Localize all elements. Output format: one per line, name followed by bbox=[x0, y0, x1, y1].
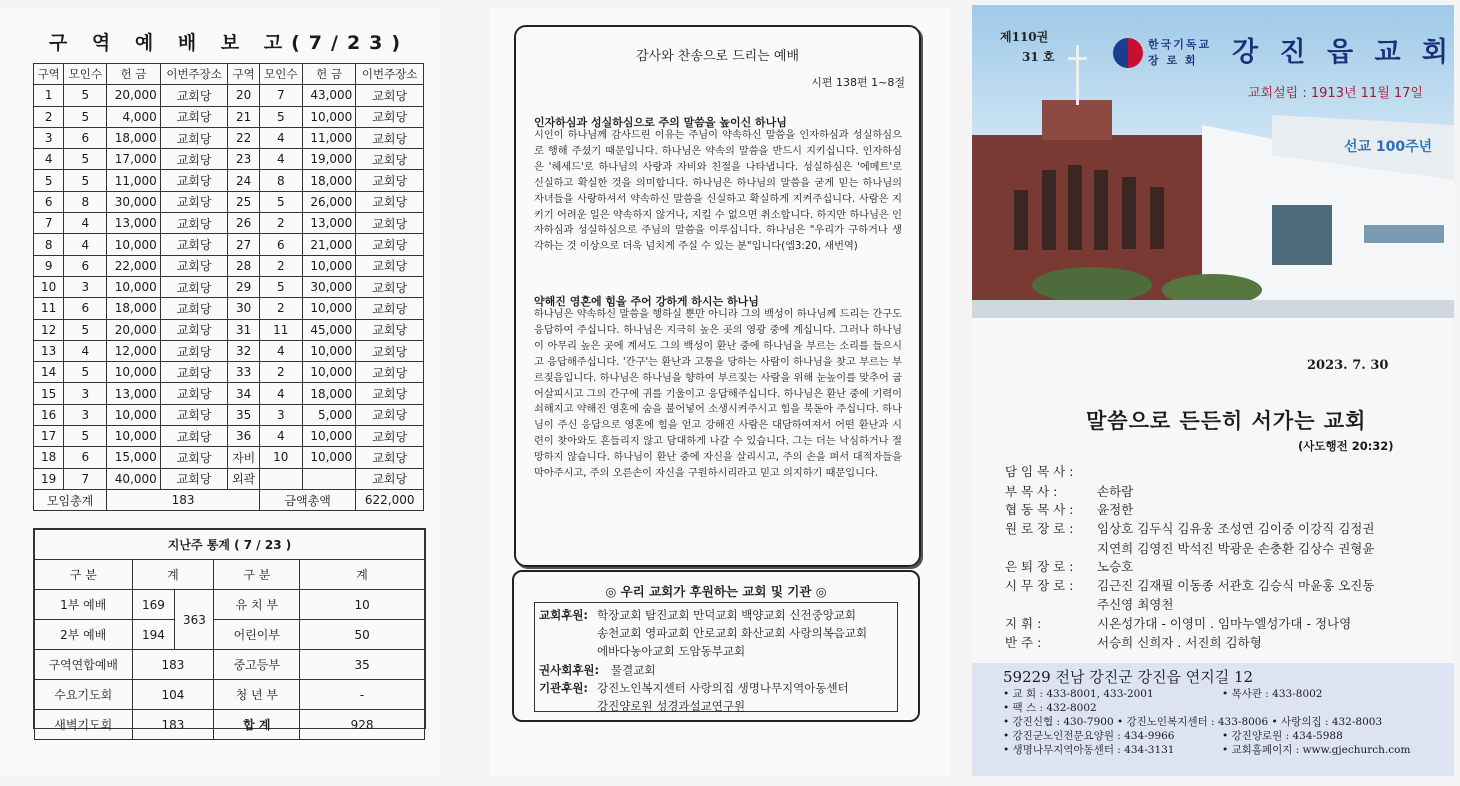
stats-label: 1부 예배 bbox=[35, 590, 133, 620]
staff-names: 서승희 신희자 . 서진희 김하형 bbox=[1097, 635, 1262, 650]
report-cell: 10,000 bbox=[107, 362, 161, 383]
report-cell: 31 bbox=[228, 319, 259, 340]
elder-support-label: 권사회후원: bbox=[539, 663, 600, 677]
report-cell: 5 bbox=[64, 170, 107, 191]
contact-line: • 교 회 : 433-8001, 433-2001 bbox=[1003, 688, 1154, 700]
report-cell: 19 bbox=[34, 468, 64, 489]
report-column-header: 구역 bbox=[34, 64, 64, 85]
report-cell bbox=[259, 468, 302, 489]
report-cell: 20,000 bbox=[107, 319, 161, 340]
report-cell: 40,000 bbox=[107, 468, 161, 489]
report-cell: 10,000 bbox=[302, 106, 356, 127]
report-header-row bbox=[34, 64, 424, 85]
report-cell: 교회당 bbox=[356, 276, 424, 297]
report-cell: 18,000 bbox=[107, 298, 161, 319]
report-cell: 교회당 bbox=[356, 191, 424, 212]
report-cell: 30,000 bbox=[107, 191, 161, 212]
report-cell: 18,000 bbox=[107, 127, 161, 148]
report-cell: 7 bbox=[259, 85, 302, 106]
report-cell: 4 bbox=[259, 340, 302, 361]
motto-reference: (사도행전 20:32) bbox=[1298, 439, 1394, 453]
report-column-header: 구역 bbox=[228, 64, 259, 85]
report-row bbox=[34, 383, 424, 404]
report-cell: 9 bbox=[34, 255, 64, 276]
report-cell: 5 bbox=[259, 106, 302, 127]
report-cell: 34 bbox=[228, 383, 259, 404]
amount-total: 622,000 bbox=[356, 489, 424, 510]
report-cell: 28 bbox=[228, 255, 259, 276]
report-cell: 교회당 bbox=[160, 404, 228, 425]
stats-table bbox=[34, 529, 425, 740]
report-cell: 교회당 bbox=[160, 426, 228, 447]
stats-value: 169 bbox=[132, 590, 175, 620]
report-cell: 교회당 bbox=[356, 106, 424, 127]
stats-header-div2: 구 분 bbox=[214, 560, 300, 590]
report-table bbox=[33, 63, 424, 511]
report-cell: 교회당 bbox=[356, 234, 424, 255]
report-cell: 4 bbox=[34, 149, 64, 170]
report-cell: 10 bbox=[34, 276, 64, 297]
report-cell: 8 bbox=[34, 234, 64, 255]
stats-label: 유 치 부 bbox=[214, 590, 300, 620]
report-cell: 10,000 bbox=[107, 426, 161, 447]
report-cell: 교회당 bbox=[160, 106, 228, 127]
stats-header-div: 구 분 bbox=[35, 560, 133, 590]
stats-value: 928 bbox=[300, 710, 425, 740]
report-cell: 20 bbox=[228, 85, 259, 106]
report-row bbox=[34, 170, 424, 191]
report-cell: 교회당 bbox=[356, 213, 424, 234]
issue-number: 31 호 bbox=[1022, 50, 1055, 64]
report-cell: 교회당 bbox=[356, 383, 424, 404]
report-cell: 2 bbox=[34, 106, 64, 127]
report-cell: 교회당 bbox=[160, 362, 228, 383]
report-row bbox=[34, 213, 424, 234]
report-cell: 21,000 bbox=[302, 234, 356, 255]
church-support-line: 학장교회 탐진교회 만덕교회 백양교회 신전중앙교회 bbox=[597, 608, 857, 622]
staff-names: 시온성가대 - 이영미 . 임마누엘성가대 - 정나영 bbox=[1097, 616, 1352, 631]
report-row bbox=[34, 404, 424, 425]
report-column-header: 모인수 bbox=[64, 64, 107, 85]
report-cell: 10,000 bbox=[107, 234, 161, 255]
sermon-heading-2: 약해진 영혼에 힘을 주어 강하게 하시는 하나님 bbox=[534, 295, 759, 308]
report-cell: 11 bbox=[34, 298, 64, 319]
report-cell: 5 bbox=[64, 426, 107, 447]
contact-line: • 생명나무지역아동센터 : 434-3131 bbox=[1003, 744, 1175, 756]
report-cell: 13,000 bbox=[107, 213, 161, 234]
report-cell: 10,000 bbox=[107, 404, 161, 425]
report-cell: 21 bbox=[228, 106, 259, 127]
report-row bbox=[34, 426, 424, 447]
report-row bbox=[34, 362, 424, 383]
report-cell: 5 bbox=[64, 362, 107, 383]
report-cell: 11,000 bbox=[107, 170, 161, 191]
report-cell: 2 bbox=[259, 362, 302, 383]
report-row bbox=[34, 276, 424, 297]
staff-names: 윤정한 bbox=[1097, 502, 1134, 517]
report-cell: 11,000 bbox=[302, 127, 356, 148]
report-cell: 45,000 bbox=[302, 319, 356, 340]
report-row bbox=[34, 149, 424, 170]
report-cell: 교회당 bbox=[356, 404, 424, 425]
report-column-header: 이번주장소 bbox=[356, 64, 424, 85]
report-cell: 교회당 bbox=[160, 340, 228, 361]
report-cell: 12 bbox=[34, 319, 64, 340]
support-list bbox=[534, 602, 898, 712]
report-cell: 22,000 bbox=[107, 255, 161, 276]
report-cell: 1 bbox=[34, 85, 64, 106]
report-cell: 3 bbox=[64, 404, 107, 425]
sermon-title: 감사와 찬송으로 드리는 예배 bbox=[635, 49, 800, 64]
report-cell: 6 bbox=[34, 191, 64, 212]
report-cell: 30 bbox=[228, 298, 259, 319]
report-cell: 14 bbox=[34, 362, 64, 383]
report-cell: 교회당 bbox=[356, 127, 424, 148]
report-cell: 2 bbox=[259, 213, 302, 234]
contact-line: • 목사관 : 433-8002 bbox=[1222, 688, 1323, 700]
total-label: 모임총계 bbox=[34, 489, 107, 510]
report-cell: 25 bbox=[228, 191, 259, 212]
report-cell: 27 bbox=[228, 234, 259, 255]
report-cell: 교회당 bbox=[356, 447, 424, 468]
sermon-heading-1: 인자하심과 성실하심으로 주의 말씀을 높이신 하나님 bbox=[534, 116, 787, 129]
org-support-line: 강진양로원 성경과설교연구원 bbox=[597, 699, 746, 713]
report-cell: 20,000 bbox=[107, 85, 161, 106]
report-cell: 15 bbox=[34, 383, 64, 404]
report-row bbox=[34, 85, 424, 106]
contact-line: • 팩 스 : 432-8002 bbox=[1003, 702, 1097, 714]
staff-role: 협 동 목 사 : bbox=[1005, 502, 1074, 517]
report-cell: 교회당 bbox=[356, 468, 424, 489]
report-cell: 교회당 bbox=[160, 468, 228, 489]
report-cell: 2 bbox=[259, 298, 302, 319]
stats-value: 183 bbox=[132, 650, 214, 680]
report-cell: 교회당 bbox=[356, 319, 424, 340]
stats-value: 183 bbox=[132, 710, 214, 740]
church-support-line: 에바다농아교회 도암동부교회 bbox=[597, 644, 746, 658]
report-cell: 5 bbox=[259, 276, 302, 297]
staff-role: 은 퇴 장 로 : bbox=[1005, 559, 1074, 574]
report-cell: 5 bbox=[34, 170, 64, 191]
stats-label: 청 년 부 bbox=[214, 680, 300, 710]
report-cell: 6 bbox=[64, 127, 107, 148]
report-row bbox=[34, 298, 424, 319]
report-row bbox=[34, 255, 424, 276]
report-cell: 교회당 bbox=[160, 85, 228, 106]
report-row bbox=[34, 106, 424, 127]
staff-role: 반 주 : bbox=[1005, 635, 1042, 650]
report-cell: 4 bbox=[259, 426, 302, 447]
report-cell: 4 bbox=[259, 383, 302, 404]
report-row bbox=[34, 319, 424, 340]
staff-names: 김근진 김재필 이동종 서관호 김승식 마윤홍 오진동 bbox=[1097, 578, 1375, 593]
report-cell: 10,000 bbox=[302, 298, 356, 319]
stats-label: 구역연합예배 bbox=[35, 650, 133, 680]
contact-line: • 교회홈페이지 : www.gjechurch.com bbox=[1222, 744, 1411, 756]
support-box bbox=[512, 570, 920, 722]
report-cell: 교회당 bbox=[160, 298, 228, 319]
report-cell: 6 bbox=[64, 447, 107, 468]
staff-role: 담 임 목 사 : bbox=[1005, 464, 1074, 479]
report-cell: 10,000 bbox=[302, 340, 356, 361]
report-cell: 7 bbox=[34, 213, 64, 234]
volume-number: 제110권 bbox=[1000, 30, 1049, 44]
report-row bbox=[34, 234, 424, 255]
stats-header-sum: 계 bbox=[132, 560, 214, 590]
report-cell: 8 bbox=[64, 191, 107, 212]
report-cell: 17,000 bbox=[107, 149, 161, 170]
report-cell: 3 bbox=[64, 383, 107, 404]
report-cell: 교회당 bbox=[160, 191, 228, 212]
report-cell: 5 bbox=[64, 106, 107, 127]
sermon-box bbox=[514, 25, 921, 567]
report-cell: 8 bbox=[259, 170, 302, 191]
report-title: 구 역 예 배 보 고(7/23) bbox=[48, 32, 410, 54]
staff-names: 주신영 최영천 bbox=[1097, 597, 1174, 612]
stats-title: 지난주 통계 ( 7 / 23 ) bbox=[35, 530, 425, 560]
report-column-header: 헌 금 bbox=[302, 64, 356, 85]
report-cell: 교회당 bbox=[160, 127, 228, 148]
stats-label: 2부 예배 bbox=[35, 620, 133, 650]
report-cell: 16 bbox=[34, 404, 64, 425]
report-cell: 18 bbox=[34, 447, 64, 468]
stats-label: 수요기도회 bbox=[35, 680, 133, 710]
banner-text: 선교 100주년 bbox=[1344, 139, 1433, 155]
stats-value: 104 bbox=[132, 680, 214, 710]
report-cell: 교회당 bbox=[160, 170, 228, 191]
report-row bbox=[34, 468, 424, 489]
staff-role: 부 목 사 : bbox=[1005, 484, 1058, 499]
staff-names: 임상호 김두식 김유웅 조성연 김이중 이강직 김정권 bbox=[1097, 521, 1375, 536]
amount-label: 금액총액 bbox=[259, 489, 355, 510]
contact-line: • 강진신협 : 430-7900 • 강진노인복지센터 : 433-8006 • 사랑의집 : 432-8003 bbox=[1003, 716, 1383, 728]
report-cell: 4 bbox=[64, 234, 107, 255]
report-cell: 교회당 bbox=[356, 255, 424, 276]
report-cell: 4 bbox=[259, 149, 302, 170]
church-name: 강 진 읍 교 회 bbox=[1232, 37, 1455, 68]
report-cell: 교회당 bbox=[160, 255, 228, 276]
report-cell: 외곽 bbox=[228, 468, 259, 489]
elder-support-value: 물결교회 bbox=[611, 663, 656, 677]
sermon-paragraph-2: 하나님은 약속하신 말씀을 행하실 뿐만 아니라 그의 백성이 하나님께 드리는 간구도 응답하여 주십니다. 하나님은 지극히 높은 곳의 영광 중에 계십니다. 그러나 하나님이 아무리 높은 곳에 계셔도 그의 백성이 환난 중에 하나님을 부르는 소리를 들으시고 응답해주십니다. '간구'는 환난과 고통을 당하는 사람이 하나님을 찾고 부르는 부르짖음입니다. 하나님은 하나님을 향하여 부르짖는 사람을 위해 눈높이를 맞추어 굽어살피시고 그의 간구에 귀를 기울이고 응답해주십니다. 하나님은 환난 중에 기력이 쇠해지고 약해진 영혼에 숨을 불어넣어 소생시켜주시고 힘을 북돋아 주십니다. 하나님이 주신 응답으로 영혼에 힘을 얻고 강해진 사람은 대담하여져서 어떤 환난과 시련이 찾아와도 흔들리지 않고 담대하게 나갈 수 있습니다. 그는 더는 낙심하거나 절망하지 않습니다. 하나님이 환난 중에 자신을 살리시고, 주의 손을 펴서 대적자들을 막아주시고, 주의 오른손이 자신을 구원하시리라고 믿고 의지하기 때문입니다. bbox=[534, 309, 902, 480]
report-cell: 18,000 bbox=[302, 170, 356, 191]
report-cell: 10,000 bbox=[302, 426, 356, 447]
report-cell: 교회당 bbox=[160, 383, 228, 404]
report-cell: 23 bbox=[228, 149, 259, 170]
report-column-header: 이번주장소 bbox=[160, 64, 228, 85]
sermon-paragraph-1: 시인이 하나님께 감사드린 이유는 주님이 약속하신 말씀을 인자하심과 성실하심으로 행해 주셨기 때문입니다. 하나님은 약속의 말씀을 반드시 지키십니다. 인자하심은 '헤세드'로 하나님의 사랑과 자비와 친절을 나타냅니다. 성실하심은 '에메트'로 신실하고 확실한 것을 의미합니다. 하나님은 하나님의 말씀을 굳게 믿는 하나님의 자녀들을 사랑하셔서 약속하신 말씀을 신실하고 확실하게 지켜주십니다. 사람은 지키기 어려운 일은 약속하지 않거나, 지킬 수 없으면 취소합니다. 하지만 하나님은 인자하심과 성실하심으로 주님의 말씀을 이루십니다. 하나님은 "우리가 구하거나 생각하는 것 이상으로 더욱 넘치게 주실 수 있는 분"입니다(엡3:20, 새번역) bbox=[534, 130, 902, 253]
report-cell: 교회당 bbox=[356, 298, 424, 319]
contact-line: • 강진양로원 : 434-5988 bbox=[1222, 730, 1343, 742]
report-cell: 10,000 bbox=[302, 447, 356, 468]
report-cell: 교회당 bbox=[356, 340, 424, 361]
report-cell: 자비 bbox=[228, 447, 259, 468]
report-column-header: 헌 금 bbox=[107, 64, 161, 85]
report-cell: 17 bbox=[34, 426, 64, 447]
church-address: 59229 전남 강진군 강진읍 연지길 12 bbox=[1003, 668, 1254, 686]
report-cell: 10,000 bbox=[302, 362, 356, 383]
report-cell: 10,000 bbox=[107, 276, 161, 297]
report-cell: 2 bbox=[259, 255, 302, 276]
staff-role: 지 휘 : bbox=[1005, 616, 1042, 631]
stats-group-sum: 363 bbox=[175, 590, 214, 650]
report-cell: 18,000 bbox=[302, 383, 356, 404]
report-cell: 3 bbox=[259, 404, 302, 425]
org-support-line: 강진노인복지센터 사랑의집 생명나무지역아동센터 bbox=[597, 681, 849, 695]
sermon-reference: 시편 138편 1~8절 bbox=[811, 76, 905, 89]
stats-box bbox=[33, 528, 426, 732]
founded-date: 교회설립 : 1913년 11월 17일 bbox=[1248, 86, 1423, 101]
report-cell: 30,000 bbox=[302, 276, 356, 297]
report-row bbox=[34, 447, 424, 468]
staff-role: 시 무 장 로 : bbox=[1005, 578, 1074, 593]
report-column-header: 모인수 bbox=[259, 64, 302, 85]
report-cell: 교회당 bbox=[356, 149, 424, 170]
report-cell: 13,000 bbox=[107, 383, 161, 404]
report-cell: 33 bbox=[228, 362, 259, 383]
report-cell: 4 bbox=[64, 340, 107, 361]
report-cell: 4 bbox=[64, 213, 107, 234]
report-cell: 교회당 bbox=[160, 447, 228, 468]
report-cell: 교회당 bbox=[160, 319, 228, 340]
report-cell: 교회당 bbox=[356, 362, 424, 383]
report-cell: 43,000 bbox=[302, 85, 356, 106]
stats-value: 10 bbox=[300, 590, 425, 620]
staff-names: 노승호 bbox=[1097, 559, 1134, 574]
stats-header-sum2: 계 bbox=[300, 560, 425, 590]
report-cell: 5 bbox=[64, 149, 107, 170]
church-support-label: 교회후원: bbox=[539, 608, 589, 622]
report-cell: 6 bbox=[259, 234, 302, 255]
report-cell: 7 bbox=[64, 468, 107, 489]
support-title: ◎ 우리 교회가 후원하는 교회 및 기관 ◎ bbox=[605, 584, 827, 599]
report-cell: 29 bbox=[228, 276, 259, 297]
report-cell: 13,000 bbox=[302, 213, 356, 234]
report-cell: 24 bbox=[228, 170, 259, 191]
report-cell: 교회당 bbox=[160, 213, 228, 234]
report-row bbox=[34, 127, 424, 148]
org-support-label: 기관후원: bbox=[539, 681, 589, 695]
report-cell: 3 bbox=[64, 276, 107, 297]
report-cell: 교회당 bbox=[356, 426, 424, 447]
report-cell: 35 bbox=[228, 404, 259, 425]
report-cell: 5,000 bbox=[302, 404, 356, 425]
report-cell: 5 bbox=[64, 319, 107, 340]
report-cell: 5 bbox=[259, 191, 302, 212]
report-cell: 13 bbox=[34, 340, 64, 361]
bulletin-date: 2023. 7. 30 bbox=[1307, 358, 1389, 373]
stats-label: 어린이부 bbox=[214, 620, 300, 650]
report-cell: 10,000 bbox=[302, 255, 356, 276]
report-cell: 11 bbox=[259, 319, 302, 340]
stats-value: 35 bbox=[300, 650, 425, 680]
stats-label: 중고등부 bbox=[214, 650, 300, 680]
report-row bbox=[34, 191, 424, 212]
report-cell: 교회당 bbox=[356, 85, 424, 106]
staff-names: 지연희 김영진 박석진 박광운 손충환 김상수 권형윤 bbox=[1097, 541, 1375, 556]
report-cell: 19,000 bbox=[302, 149, 356, 170]
denomination-bottom: 장 로 회 bbox=[1148, 54, 1198, 67]
report-cell: 4 bbox=[259, 127, 302, 148]
staff-names: 손하람 bbox=[1097, 484, 1134, 499]
staff-role: 원 로 장 로 : bbox=[1005, 521, 1074, 536]
report-cell: 6 bbox=[64, 255, 107, 276]
report-cell: 36 bbox=[228, 426, 259, 447]
stats-label: 합 계 bbox=[214, 710, 300, 740]
report-cell: 15,000 bbox=[107, 447, 161, 468]
denomination-logo-icon bbox=[1113, 38, 1143, 68]
church-support-line: 송천교회 영파교회 안로교회 화산교회 사랑의복음교회 bbox=[597, 626, 868, 640]
report-cell: 12,000 bbox=[107, 340, 161, 361]
report-row bbox=[34, 340, 424, 361]
stats-label: 새벽기도회 bbox=[35, 710, 133, 740]
report-cell: 32 bbox=[228, 340, 259, 361]
stats-value: - bbox=[300, 680, 425, 710]
motto: 말씀으로 든든히 서가는 교회 bbox=[1086, 409, 1367, 433]
report-cell: 26,000 bbox=[302, 191, 356, 212]
report-cell: 3 bbox=[34, 127, 64, 148]
report-cell: 26 bbox=[228, 213, 259, 234]
total-count: 183 bbox=[107, 489, 260, 510]
stats-value: 194 bbox=[132, 620, 175, 650]
contact-line: • 강진군노인전문요양원 : 434-9966 bbox=[1003, 730, 1175, 742]
denomination-top: 한국기독교 bbox=[1148, 38, 1212, 51]
report-cell: 교회당 bbox=[160, 149, 228, 170]
stats-value: 50 bbox=[300, 620, 425, 650]
report-cell: 교회당 bbox=[356, 170, 424, 191]
report-cell bbox=[302, 468, 356, 489]
report-cell: 22 bbox=[228, 127, 259, 148]
report-total-row bbox=[34, 489, 424, 510]
report-cell: 5 bbox=[64, 85, 107, 106]
report-cell: 교회당 bbox=[160, 234, 228, 255]
report-cell: 교회당 bbox=[160, 276, 228, 297]
report-cell: 4,000 bbox=[107, 106, 161, 127]
report-cell: 6 bbox=[64, 298, 107, 319]
report-cell: 10 bbox=[259, 447, 302, 468]
